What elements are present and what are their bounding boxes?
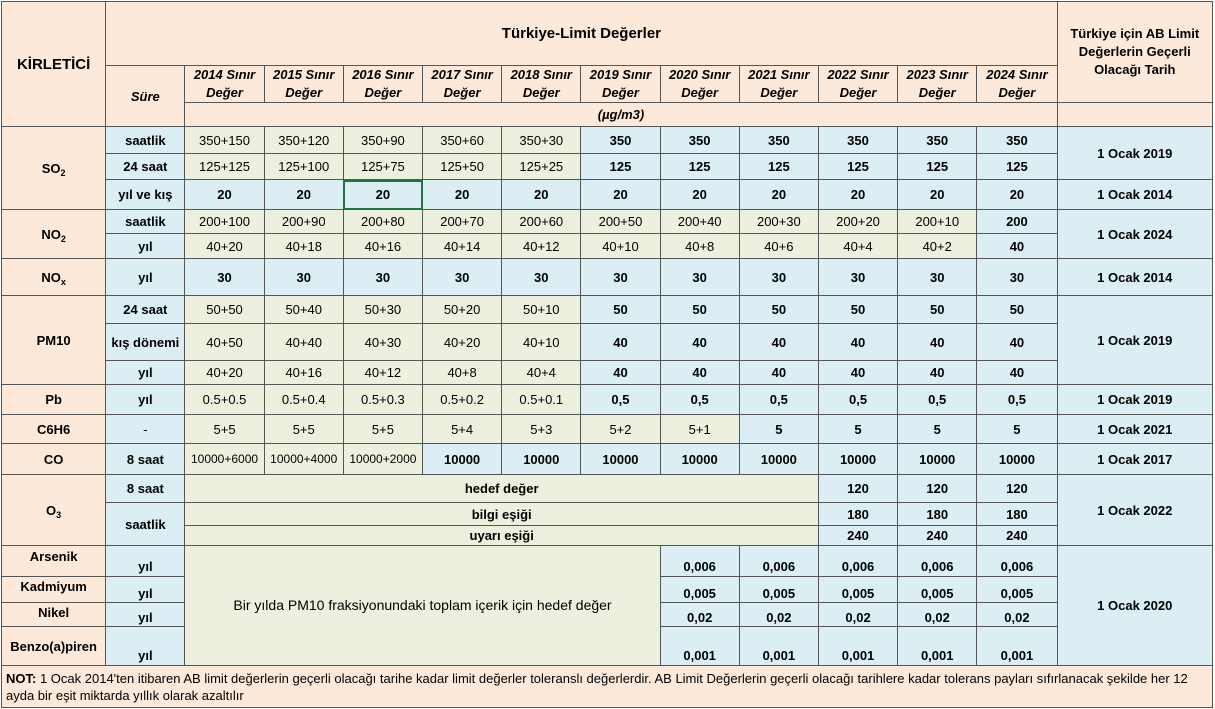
value-cell[interactable]: 0,5 [739, 385, 818, 415]
o3-8saat-row [2, 475, 1213, 503]
so2-saatlik-row [2, 127, 1213, 154]
value-cell[interactable]: 0,006 [898, 546, 977, 577]
nox-yil-row [2, 259, 1213, 296]
value-cell[interactable]: 20 [264, 180, 343, 210]
value-cell[interactable]: 0,006 [977, 546, 1057, 577]
header-year-2020[interactable]: 2020 Sınır Değer [660, 66, 739, 103]
pm10-yil-row [2, 361, 1213, 385]
value-cell[interactable]: 10000 [898, 444, 977, 475]
value-cell[interactable]: 350 [898, 127, 977, 154]
so2-24saat-row [2, 154, 1213, 180]
value-cell[interactable]: 40+40 [264, 324, 343, 361]
period-cell[interactable]: yıl [106, 546, 185, 577]
date-cell[interactable]: 1 Ocak 2022 [1057, 475, 1212, 546]
header-unit[interactable]: (µg/m3) [185, 103, 1057, 127]
value-cell[interactable]: 20 [502, 180, 581, 210]
value-cell[interactable]: 0,02 [977, 603, 1057, 627]
value-cell[interactable]: 40 [581, 324, 660, 361]
period-cell[interactable]: - [106, 415, 185, 444]
value-cell[interactable]: 125+125 [185, 154, 264, 180]
value-cell[interactable]: 50+20 [423, 296, 502, 324]
value-cell[interactable]: 0,005 [660, 577, 739, 603]
value-cell[interactable]: 0,5 [898, 385, 977, 415]
period-cell[interactable]: 8 saat [106, 444, 185, 475]
value-cell[interactable]: 120 [977, 475, 1057, 503]
period-cell[interactable]: yıl [106, 577, 185, 603]
value-cell[interactable]: 50 [818, 296, 897, 324]
value-cell[interactable]: 0,001 [977, 627, 1057, 666]
value-cell[interactable]: 125+50 [423, 154, 502, 180]
so2-name[interactable]: $SO_2$ [2, 127, 106, 210]
o3-hedef-label[interactable]: hedef değer [185, 475, 819, 503]
value-cell[interactable]: 20 [818, 180, 897, 210]
value-cell[interactable]: 40 [898, 361, 977, 385]
value-cell[interactable]: 50+40 [264, 296, 343, 324]
value-cell[interactable]: 30 [660, 259, 739, 296]
header-year-2022[interactable]: 2022 Sınır Değer [818, 66, 897, 103]
value-cell[interactable]: 40+6 [739, 234, 818, 259]
no2-name[interactable]: $NO_2$ [2, 210, 106, 259]
value-cell[interactable]: 50 [898, 296, 977, 324]
header-year-2014[interactable]: 2014 Sınır Değer [185, 66, 264, 103]
value-cell[interactable]: 350+30 [502, 127, 581, 154]
value-cell[interactable]: 10000 [660, 444, 739, 475]
period-cell[interactable]: kış dönemi [106, 324, 185, 361]
value-cell[interactable]: 40+12 [502, 234, 581, 259]
pm10-kis-row [2, 324, 1213, 361]
value-cell[interactable]: 40+10 [502, 324, 581, 361]
value-cell[interactable]: 10000 [739, 444, 818, 475]
header-year-2019[interactable]: 2019 Sınır Değer [581, 66, 660, 103]
value-cell[interactable]: 5+5 [185, 415, 264, 444]
value-cell[interactable]: 200+70 [423, 210, 502, 234]
value-cell[interactable]: 20 [185, 180, 264, 210]
value-cell[interactable]: 0,001 [818, 627, 897, 666]
value-cell[interactable]: 10000 [423, 444, 502, 475]
value-cell[interactable]: 5 [818, 415, 897, 444]
value-cell[interactable]: 20 [739, 180, 818, 210]
value-cell[interactable]: 200+90 [264, 210, 343, 234]
value-cell[interactable]: 350+120 [264, 127, 343, 154]
c6h6-name[interactable]: C6H6 [2, 415, 106, 444]
value-cell[interactable]: 0,006 [818, 546, 897, 577]
date-cell[interactable]: 1 Ocak 2020 [1057, 546, 1212, 666]
value-cell[interactable]: 350 [977, 127, 1057, 154]
value-cell[interactable]: 40+16 [264, 361, 343, 385]
value-cell[interactable]: 0.5+0.1 [502, 385, 581, 415]
value-cell[interactable]: 30 [898, 259, 977, 296]
value-cell[interactable]: 0,02 [739, 603, 818, 627]
value-cell[interactable]: 350 [660, 127, 739, 154]
value-cell[interactable]: 200+50 [581, 210, 660, 234]
date-cell[interactable]: 1 Ocak 2019 [1057, 296, 1212, 385]
value-cell[interactable]: 5+5 [264, 415, 343, 444]
o3-bilgi-label[interactable]: bilgi eşiği [185, 503, 819, 526]
limit-values-table [1, 1, 1213, 708]
value-cell[interactable]: 20 [423, 180, 502, 210]
value-cell[interactable]: 40+20 [423, 324, 502, 361]
value-cell[interactable]: 10000 [581, 444, 660, 475]
value-cell[interactable]: 40+10 [581, 234, 660, 259]
value-cell[interactable]: 30 [185, 259, 264, 296]
value-cell[interactable]: 40 [977, 324, 1057, 361]
value-cell[interactable]: 30 [343, 259, 422, 296]
value-cell[interactable]: 40+2 [898, 234, 977, 259]
value-cell[interactable]: 30 [739, 259, 818, 296]
value-cell[interactable]: 5+4 [423, 415, 502, 444]
value-cell[interactable]: 180 [818, 503, 897, 526]
header-sure[interactable]: Süre [106, 66, 185, 127]
date-cell[interactable]: 1 Ocak 2021 [1057, 415, 1212, 444]
benzo-name[interactable]: Benzo(a)piren [2, 627, 106, 666]
value-cell[interactable]: 125+25 [502, 154, 581, 180]
value-cell[interactable]: 0.5+0.5 [185, 385, 264, 415]
value-cell[interactable]: 40 [977, 234, 1057, 259]
value-cell[interactable]: 200+30 [739, 210, 818, 234]
value-cell[interactable]: 120 [898, 475, 977, 503]
value-cell[interactable]: 200 [977, 210, 1057, 234]
no2-saatlik-row [2, 210, 1213, 234]
value-cell[interactable]: 120 [818, 475, 897, 503]
value-cell[interactable]: 350 [818, 127, 897, 154]
value-cell[interactable]: 40+14 [423, 234, 502, 259]
header-year-2018[interactable]: 2018 Sınır Değer [502, 66, 581, 103]
value-cell[interactable]: 350+90 [343, 127, 422, 154]
value-cell[interactable]: 40+8 [660, 234, 739, 259]
period-cell[interactable]: yıl [106, 259, 185, 296]
value-cell[interactable]: 125 [660, 154, 739, 180]
no2-yil-row [2, 234, 1213, 259]
period-cell[interactable]: yıl [106, 361, 185, 385]
value-cell[interactable]: 5 [739, 415, 818, 444]
value-cell[interactable]: 10000+2000 [343, 444, 422, 475]
value-cell[interactable]: 350 [739, 127, 818, 154]
value-cell[interactable]: 350 [581, 127, 660, 154]
value-cell[interactable]: 180 [977, 503, 1057, 526]
value-cell[interactable]: 50 [977, 296, 1057, 324]
o3-bilgi-row [2, 503, 1213, 526]
value-cell[interactable]: 50 [581, 296, 660, 324]
date-cell[interactable]: 1 Ocak 2019 [1057, 127, 1212, 180]
metals-note[interactable]: Bir yılda PM10 fraksiyonundaki toplam içerik için hedef değer [185, 546, 660, 666]
value-cell[interactable]: 10000 [977, 444, 1057, 475]
header-year-2015[interactable]: 2015 Sınır Değer [264, 66, 343, 103]
period-cell[interactable]: saatlik [106, 210, 185, 234]
value-cell[interactable]: 30 [423, 259, 502, 296]
value-cell[interactable]: 50 [739, 296, 818, 324]
value-cell[interactable]: 0.5+0.4 [264, 385, 343, 415]
value-cell[interactable]: 30 [977, 259, 1057, 296]
value-cell[interactable]: 125 [977, 154, 1057, 180]
value-cell[interactable]: 350+60 [423, 127, 502, 154]
value-cell[interactable]: 0.5+0.3 [343, 385, 422, 415]
header-title[interactable]: Türkiye-Limit Değerler [106, 2, 1057, 66]
value-cell[interactable]: 0,5 [977, 385, 1057, 415]
value-cell[interactable]: 40+4 [502, 361, 581, 385]
value-cell[interactable]: 40+12 [343, 361, 422, 385]
value-cell[interactable]: 40 [818, 324, 897, 361]
value-cell[interactable]: 200+60 [502, 210, 581, 234]
header-year-2017[interactable]: 2017 Sınır Değer [423, 66, 502, 103]
value-cell[interactable]: 10000+6000 [185, 444, 264, 475]
value-cell[interactable]: 0.5+0.2 [423, 385, 502, 415]
arsenik-row [2, 546, 1213, 577]
value-cell[interactable]: 40 [581, 361, 660, 385]
value-cell[interactable]: 50+10 [502, 296, 581, 324]
value-cell[interactable]: 20 [898, 180, 977, 210]
period-cell[interactable]: 8 saat [106, 475, 185, 503]
value-cell[interactable]: 125 [898, 154, 977, 180]
co-name[interactable]: CO [2, 444, 106, 475]
value-cell[interactable]: 200+10 [898, 210, 977, 234]
value-cell[interactable]: 40+18 [264, 234, 343, 259]
value-cell[interactable]: 40 [660, 361, 739, 385]
period-cell[interactable]: saatlik [106, 127, 185, 154]
period-cell[interactable]: 24 saat [106, 296, 185, 324]
value-cell[interactable]: 350+150 [185, 127, 264, 154]
value-cell[interactable]: 240 [898, 526, 977, 546]
value-cell[interactable]: 50+50 [185, 296, 264, 324]
period-cell[interactable]: saatlik [106, 503, 185, 546]
kadmiyum-name[interactable]: Kadmiyum [2, 577, 106, 603]
value-cell[interactable]: 50 [660, 296, 739, 324]
value-cell[interactable]: 40 [818, 361, 897, 385]
value-cell[interactable]: 10000+4000 [264, 444, 343, 475]
value-cell[interactable]: 0,006 [739, 546, 818, 577]
value-cell[interactable]: 30 [581, 259, 660, 296]
pm10-name[interactable]: PM10 [2, 296, 106, 385]
value-cell[interactable]: 5 [977, 415, 1057, 444]
header-year-2024[interactable]: 2024 Sınır Değer [977, 66, 1057, 103]
value-cell[interactable]: 20 [581, 180, 660, 210]
value-cell[interactable]: 30 [818, 259, 897, 296]
o3-name[interactable]: $O_3$ [2, 475, 106, 546]
period-cell[interactable]: yıl [106, 627, 185, 666]
value-cell[interactable]: 0,02 [660, 603, 739, 627]
c6h6-row [2, 415, 1213, 444]
footer-row [2, 666, 1213, 708]
header-year-2016[interactable]: 2016 Sınır Değer [343, 66, 422, 103]
value-cell[interactable]: 0,006 [660, 546, 739, 577]
footer-note[interactable] [2, 666, 1213, 708]
period-cell[interactable]: yıl [106, 385, 185, 415]
arsenik-name[interactable]: Arsenik [2, 546, 106, 577]
value-cell[interactable]: 5+3 [502, 415, 581, 444]
period-cell[interactable]: 24 saat [106, 154, 185, 180]
value-cell[interactable]: 40 [739, 361, 818, 385]
value-cell[interactable]: 40 [898, 324, 977, 361]
value-cell[interactable]: 240 [977, 526, 1057, 546]
value-cell[interactable]: 125 [739, 154, 818, 180]
co-row [2, 444, 1213, 475]
period-cell[interactable]: yıl [106, 603, 185, 627]
value-cell[interactable]: 0,02 [818, 603, 897, 627]
value-cell[interactable]: 40+50 [185, 324, 264, 361]
value-cell[interactable]: 10000 [502, 444, 581, 475]
header-empty[interactable] [1057, 103, 1212, 127]
value-cell[interactable]: 125+75 [343, 154, 422, 180]
value-cell[interactable]: 0,001 [739, 627, 818, 666]
value-cell[interactable]: 30 [502, 259, 581, 296]
value-cell[interactable]: 0,001 [898, 627, 977, 666]
value-cell[interactable]: 0,005 [818, 577, 897, 603]
footer-note-text: 1 Ocak 2014'ten itibaren AB limit değerlerin geçerli olacağı tarihe kadar limit değerler toleranslı değerlerdir. AB Limit Değerlerin geçerli olacağı tarihlere kadar tolerans payları sıfırlanacak şekilde her 12 ayda bir eşit miktarda yıllık olarak azaltılır [6, 670, 1188, 703]
value-cell[interactable]: 0,005 [898, 577, 977, 603]
value-cell[interactable]: 40 [977, 361, 1057, 385]
value-cell[interactable]: 40 [660, 324, 739, 361]
value-cell[interactable]: 40+20 [185, 234, 264, 259]
value-cell[interactable]: 5+1 [660, 415, 739, 444]
value-cell[interactable]: 5+5 [343, 415, 422, 444]
pb-name[interactable]: Pb [2, 385, 106, 415]
value-cell[interactable]: 180 [898, 503, 977, 526]
so2-yilkis-row [2, 180, 1213, 210]
selected-cell[interactable]: 20 [343, 180, 422, 210]
value-cell[interactable]: 200+80 [343, 210, 422, 234]
value-cell[interactable]: 20 [660, 180, 739, 210]
value-cell[interactable]: 40+30 [343, 324, 422, 361]
footer-note-label: NOT: [6, 670, 37, 686]
value-cell[interactable]: 30 [264, 259, 343, 296]
value-cell[interactable]: 10000 [818, 444, 897, 475]
value-cell[interactable]: 0,005 [977, 577, 1057, 603]
value-cell[interactable]: 0,02 [898, 603, 977, 627]
value-cell[interactable]: 0,005 [739, 577, 818, 603]
value-cell[interactable]: 200+100 [185, 210, 264, 234]
nikel-name[interactable]: Nikel [2, 603, 106, 627]
value-cell[interactable]: 125 [581, 154, 660, 180]
date-cell[interactable]: 1 Ocak 2014 [1057, 180, 1212, 210]
period-cell[interactable]: yıl [106, 234, 185, 259]
value-cell[interactable]: 5 [898, 415, 977, 444]
date-cell[interactable]: 1 Ocak 2017 [1057, 444, 1212, 475]
value-cell[interactable]: 0,5 [581, 385, 660, 415]
value-cell[interactable]: 40+16 [343, 234, 422, 259]
value-cell[interactable]: 40 [739, 324, 818, 361]
value-cell[interactable]: 40+20 [185, 361, 264, 385]
header-year-2023[interactable]: 2023 Sınır Değer [898, 66, 977, 103]
period-cell[interactable]: yıl ve kış [106, 180, 185, 210]
nox-name[interactable]: $NO_x$ [2, 259, 106, 296]
date-cell[interactable]: 1 Ocak 2024 [1057, 210, 1212, 259]
header-kirletici[interactable]: KİRLETİCİ [2, 2, 106, 127]
value-cell[interactable]: 240 [818, 526, 897, 546]
date-cell[interactable]: 1 Ocak 2019 [1057, 385, 1212, 415]
value-cell[interactable]: 125+100 [264, 154, 343, 180]
value-cell[interactable]: 0,001 [660, 627, 739, 666]
value-cell[interactable]: 40+8 [423, 361, 502, 385]
header-ab-date[interactable]: Türkiye için AB Limit Değerlerin Geçerli Olacağı Tarih [1057, 2, 1212, 103]
pm10-24saat-row [2, 296, 1213, 324]
value-cell[interactable]: 50+30 [343, 296, 422, 324]
value-cell[interactable]: 40+4 [818, 234, 897, 259]
pb-yil-row [2, 385, 1213, 415]
value-cell[interactable]: 200+20 [818, 210, 897, 234]
value-cell[interactable]: 125 [818, 154, 897, 180]
value-cell[interactable]: 20 [977, 180, 1057, 210]
date-cell[interactable]: 1 Ocak 2014 [1057, 259, 1212, 296]
value-cell[interactable]: 5+2 [581, 415, 660, 444]
value-cell[interactable]: 0,5 [660, 385, 739, 415]
value-cell[interactable]: 200+40 [660, 210, 739, 234]
o3-uyari-label[interactable]: uyarı eşiği [185, 526, 819, 546]
value-cell[interactable]: 0,5 [818, 385, 897, 415]
header-year-2021[interactable]: 2021 Sınır Değer [739, 66, 818, 103]
